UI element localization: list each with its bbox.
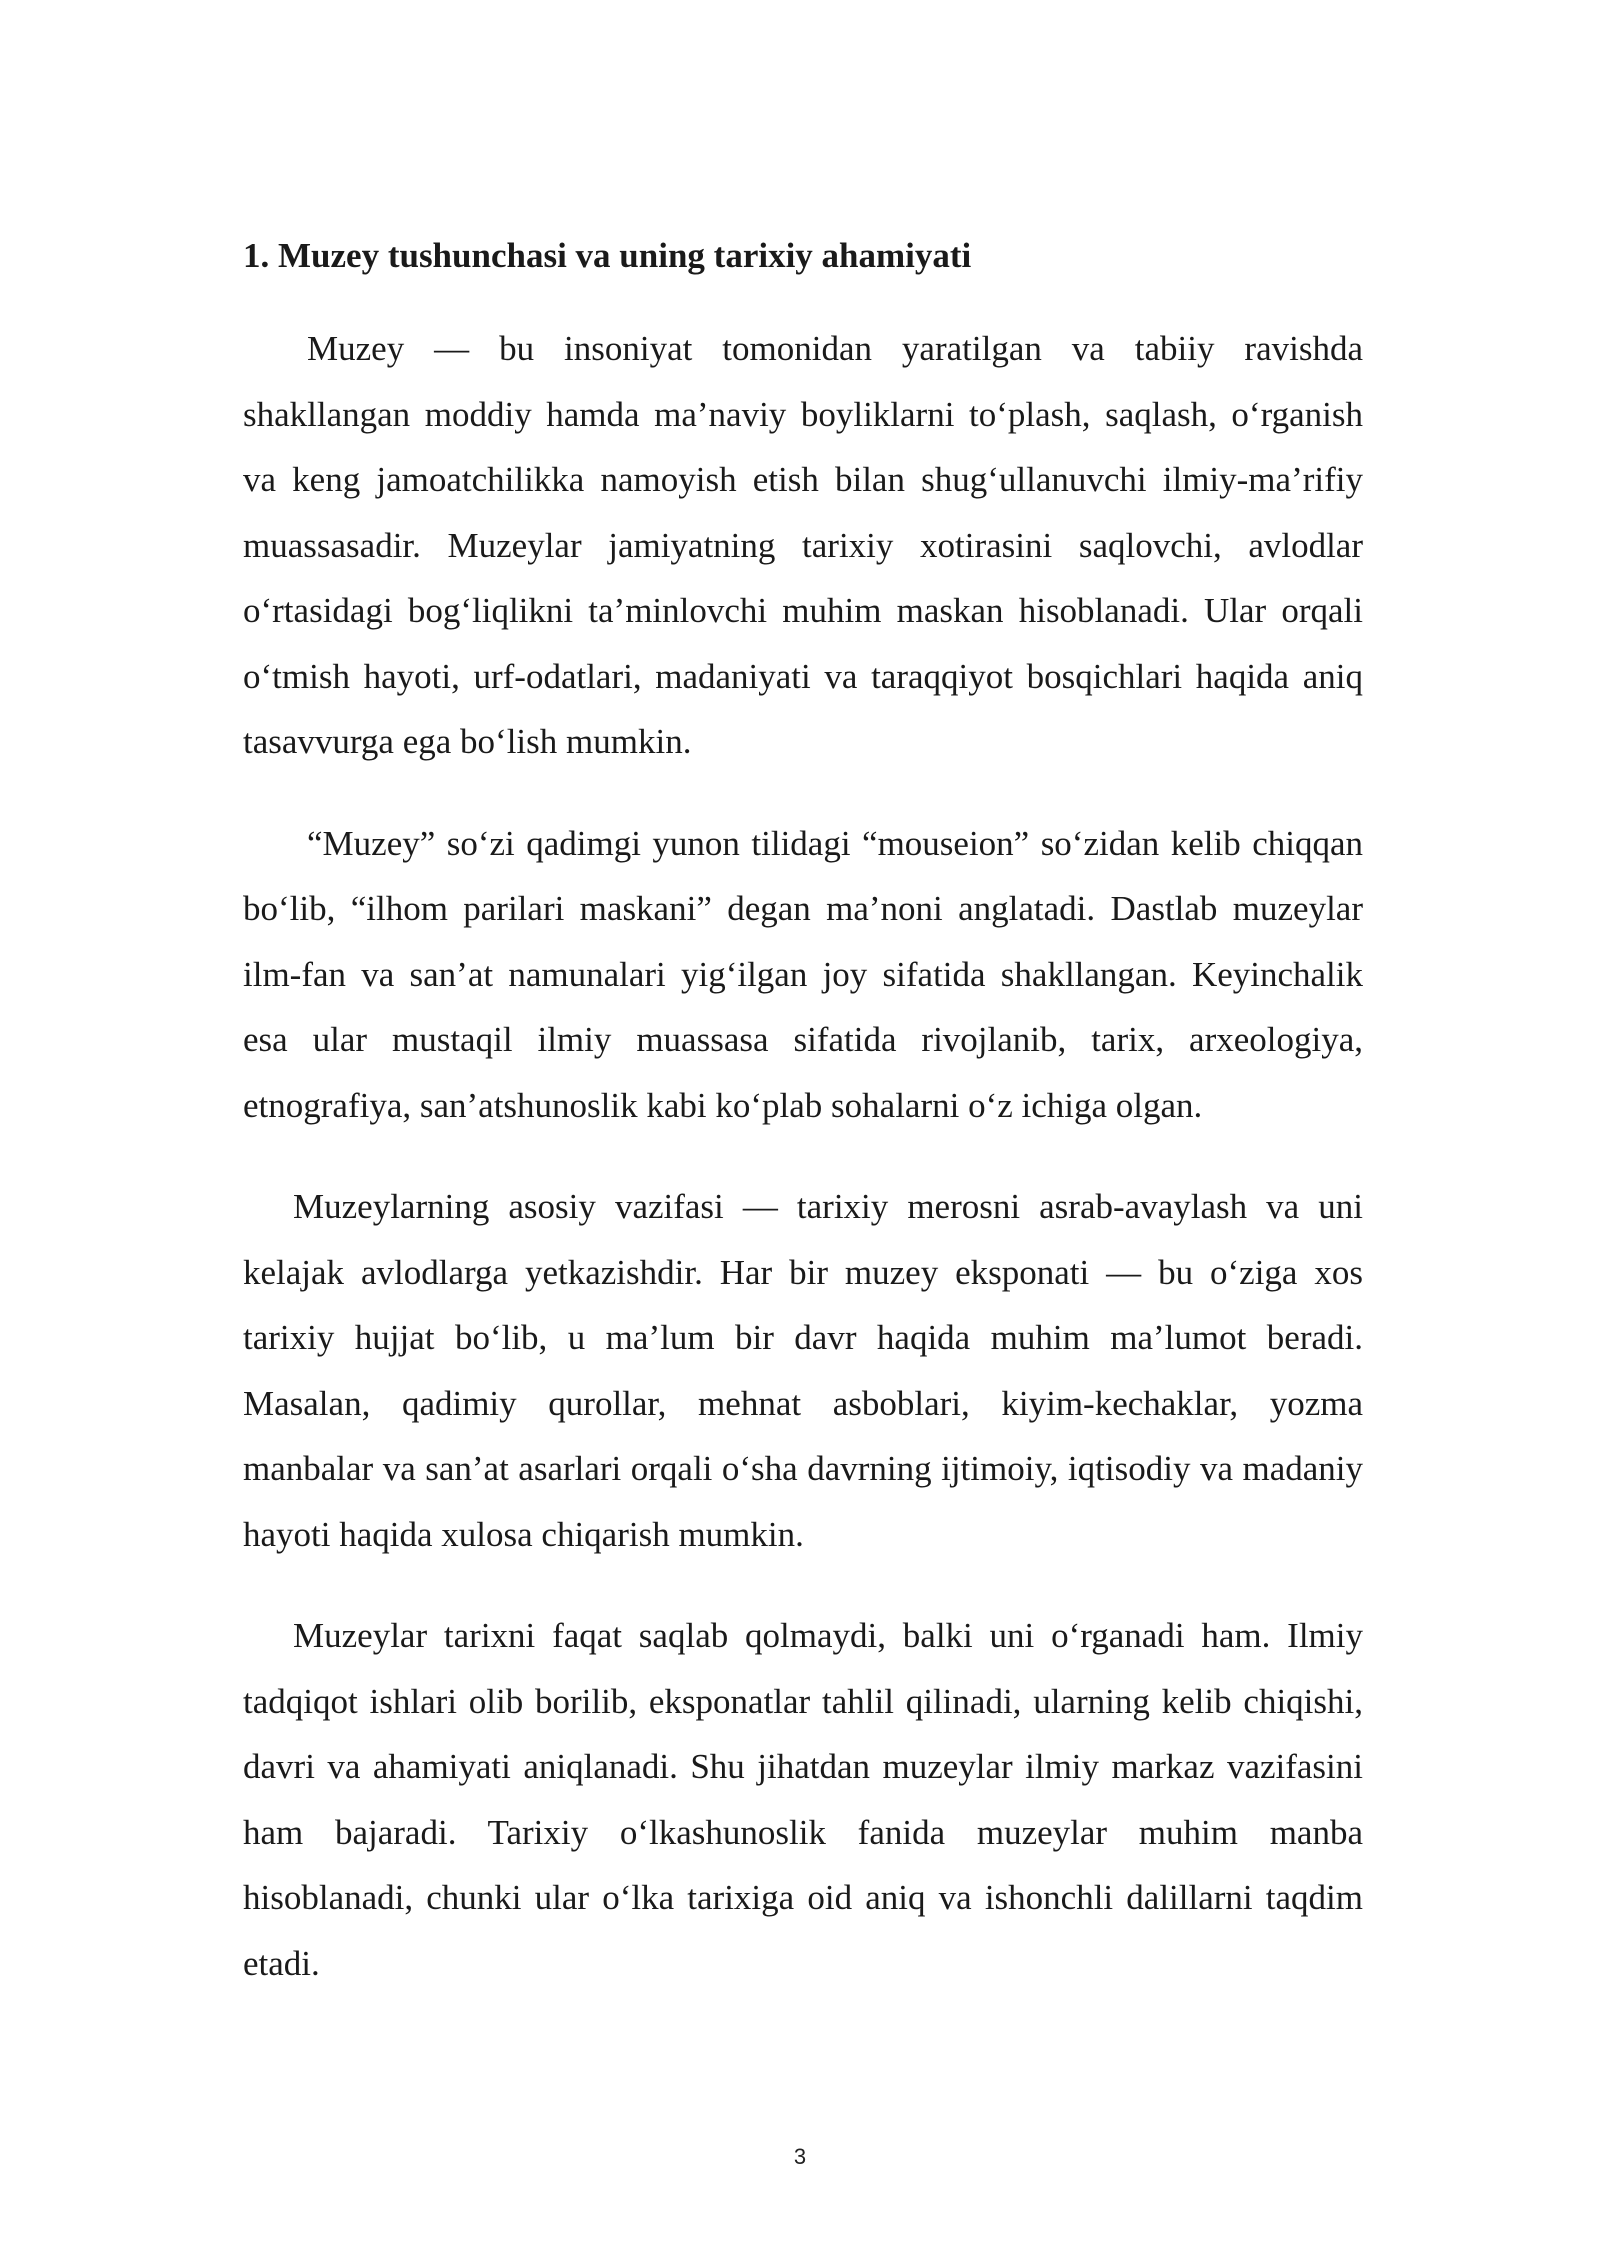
section-heading: 1. Muzey tushunchasi va uning tarixiy ahamiyati — [243, 236, 972, 275]
paragraph-4: Muzeylar tarixni faqat saqlab qolmaydi, balki uni o‘rganadi ham. Ilmiy tadqiqot ishlari olib borilib, eksponatlar tahlil qilinadi, ularning kelib chiqishi, davri va ahamiyati aniqlanadi. Shu jihatdan muzeylar ilmiy markaz vazifasini ham bajaradi. Tarixiy o‘lkashunoslik fanida muzeylar muhim manba hisoblanadi, chunki ular o‘lka tarixiga oid aniq va ishonchli dalillarni taqdim etadi. — [243, 1616, 1363, 1983]
page-content — [243, 228, 1363, 2032]
paragraph-2: “Muzey” so‘zi qadimgi yunon tilidagi “mouseion” so‘zidan kelib chiqqan bo‘lib, “ilhom parilari maskani” degan ma’noni anglatadi. Dastlab muzeylar ilm-fan va san’at namunalari yig‘ilgan joy sifatida shakllangan. Keyinchalik esa ular mustaqil ilmiy muassasa sifatida rivojlanib, tarix, arxeologiya, etnografiya, san’atshunoslik kabi ko‘plab sohalarni o‘z ichiga olgan. — [243, 823, 1363, 1125]
paragraph-3: Muzeylarning asosiy vazifasi — tarixiy merosni asrab-avaylash va uni kelajak avlodlarga yetkazishdir. Har bir muzey eksponati — bu o‘ziga xos tarixiy hujjat bo‘lib, u ma’lum bir davr haqida muhim ma’lumot beradi. Masalan, qadimiy qurollar, mehnat asboblari, kiyim-kechaklar, yozma manbalar va san’at asarlari orqali o‘sha davrning ijtimoiy, iqtisodiy va madaniy hayoti haqida xulosa chiqarish mumkin. — [243, 1187, 1363, 1554]
paragraph-1: Muzey — bu insoniyat tomonidan yaratilgan va tabiiy ravishda shakllangan moddiy hamda ma’naviy boyliklarni to‘plash, saqlash, o‘rganish va keng jamoatchilikka namoyish etish bilan shug‘ullanuvchi ilmiy-ma’rifiy muassasadir. Muzeylar jamiyatning tarixiy xotirasini saqlovchi, avlodlar o‘rtasidagi bog‘liqlikni ta’minlovchi muhim maskan hisoblanadi. Ular orqali o‘tmish hayoti, urf-odatlari, madaniyati va taraqqiyot bosqichlari haqida aniq tasavvurga ega bo‘lish mumkin. — [243, 329, 1363, 761]
page-number: 3 — [793, 2144, 807, 2169]
